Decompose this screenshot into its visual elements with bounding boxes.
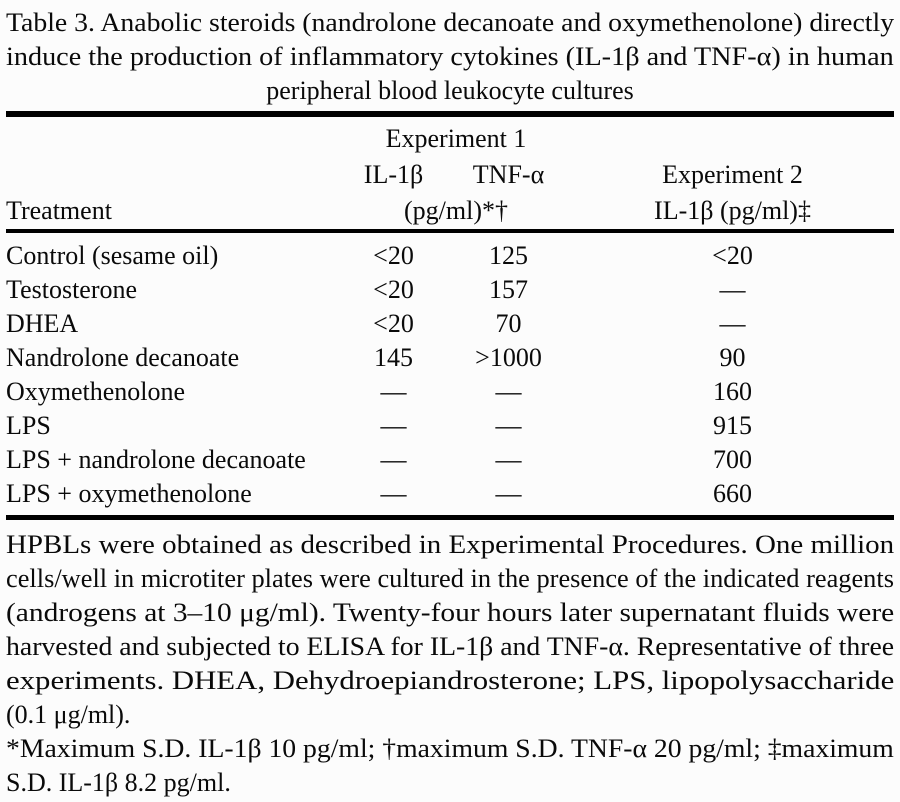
cell-treatment: LPS + oxymethenolone <box>6 479 252 508</box>
cell-exp2: — <box>719 309 746 338</box>
cell-il1b: <20 <box>373 275 414 304</box>
cell-il1b: — <box>380 445 407 474</box>
header-treatment: Treatment <box>6 196 112 225</box>
table-caption-line-1 <box>6 6 894 40</box>
header-row-analytes <box>6 157 894 193</box>
symbol-footnote-line-2 <box>6 766 894 800</box>
cell-il1b: — <box>380 411 407 440</box>
table-row <box>6 443 894 477</box>
cell-exp2: 660 <box>713 479 753 508</box>
cell-tnfa: 70 <box>495 309 522 338</box>
cell-exp2: — <box>719 275 746 304</box>
cell-tnfa: 157 <box>489 275 528 304</box>
cell-tnfa: 125 <box>489 241 528 270</box>
note-text: (0.1 μg/ml). <box>6 700 131 729</box>
cell-treatment: LPS <box>6 411 51 440</box>
header-tnfa: TNF-α <box>472 160 545 189</box>
caption-text: Table 3. Anabolic steroids (nandrolone decanoate and oxymethenolone) directly <box>6 8 895 37</box>
table-row <box>6 341 894 375</box>
cell-treatment: LPS + nandrolone decanoate <box>6 445 306 474</box>
table-row <box>6 375 894 409</box>
cell-il1b: — <box>380 479 407 508</box>
footnote-text: *Maximum S.D. IL-1β 10 pg/ml; †maximum S.D. TNF-α 20 pg/ml; ‡maximum <box>6 734 894 763</box>
note-line-1 <box>6 528 894 562</box>
table-header <box>6 114 894 231</box>
header-exp1-unit: (pg/ml)*† <box>404 196 508 225</box>
cell-treatment: Control (sesame oil) <box>6 241 219 270</box>
table-caption-line-2 <box>6 40 894 74</box>
cell-exp2: 160 <box>713 377 753 406</box>
cell-il1b: <20 <box>373 241 414 270</box>
table-row <box>6 477 894 518</box>
cell-il1b: — <box>380 377 407 406</box>
cell-tnfa: >1000 <box>475 343 542 372</box>
header-row-units <box>6 193 894 231</box>
cell-treatment: Testosterone <box>6 275 138 304</box>
header-il1b: IL-1β <box>363 160 424 189</box>
symbol-footnote-line-1 <box>6 732 894 766</box>
table-row <box>6 409 894 443</box>
note-line-2 <box>6 562 894 596</box>
cell-treatment: Nandrolone decanoate <box>6 343 240 372</box>
note-line-6 <box>6 698 894 732</box>
header-row-group <box>6 114 894 157</box>
table-body <box>6 231 894 518</box>
cell-exp2: 700 <box>713 445 753 474</box>
note-line-4 <box>6 630 894 664</box>
cell-tnfa: — <box>495 479 522 508</box>
table-row <box>6 307 894 341</box>
note-text: (androgens at 3–10 μg/ml). Twenty-four hours later supernatant fluids were <box>6 598 895 627</box>
table-caption-line-3 <box>6 74 894 108</box>
cell-exp2: 90 <box>719 343 746 372</box>
data-table <box>6 111 894 520</box>
note-text: HPBLs were obtained as described in Experimental Procedures. One million <box>6 530 895 559</box>
cell-exp2: 915 <box>713 411 753 440</box>
cell-tnfa: — <box>495 411 522 440</box>
caption-text: induce the production of inflammatory cytokines (IL-1β and TNF-α) in human <box>6 42 894 71</box>
cell-il1b: 145 <box>374 343 413 372</box>
footnote-text: S.D. IL-1β 8.2 pg/ml. <box>6 768 231 797</box>
note-text: cells/well in microtiter plates were cultured in the presence of the indicated reagents <box>6 564 894 593</box>
cell-tnfa: — <box>495 377 522 406</box>
caption-text: peripheral blood leukocyte cultures <box>266 76 634 105</box>
header-experiment-1: Experiment 1 <box>385 124 527 153</box>
note-text: harvested and subjected to ELISA for IL-1β and TNF-α. Representative of three <box>6 632 895 661</box>
table-row <box>6 273 894 307</box>
table-caption <box>6 6 894 108</box>
table-notes <box>6 528 894 800</box>
note-line-3 <box>6 596 894 630</box>
header-spacer <box>6 157 341 193</box>
table-row <box>6 231 894 273</box>
header-exp2-unit: IL-1β (pg/ml)‡ <box>654 196 811 225</box>
header-spacer <box>571 114 894 157</box>
header-experiment-2: Experiment 2 <box>662 160 803 189</box>
cell-exp2: <20 <box>712 241 753 270</box>
note-text: experiments. DHEA, Dehydroepiandrosterone; LPS, lipopolysaccharide <box>6 666 895 695</box>
cell-treatment: Oxymethenolone <box>6 377 186 406</box>
header-spacer <box>6 114 341 157</box>
cell-tnfa: — <box>495 445 522 474</box>
note-line-5 <box>6 664 894 698</box>
cell-il1b: <20 <box>373 309 414 338</box>
cell-treatment: DHEA <box>6 309 79 338</box>
